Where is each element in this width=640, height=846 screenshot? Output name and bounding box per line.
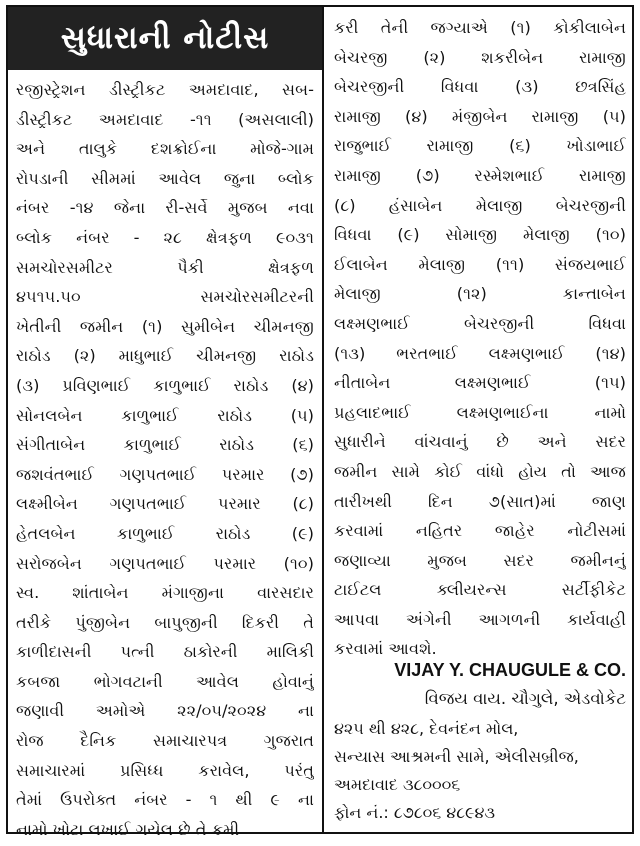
notice-text-line: રોજ દૈનિક સમાચારપત્ર ગુજરાત — [16, 731, 314, 751]
notice-text-line: તરીકે પુંજીબેન બાપુજીની દિકરી તે — [16, 612, 314, 632]
advocate-address — [334, 715, 626, 827]
notice-text-line: રાઠોડ (૨) માધુભાઈ ચીમનજી રાઠોડ — [16, 346, 314, 366]
notice-text-line: કરવામાં નહિતર જાહેર નોટીસમાં — [334, 521, 626, 541]
left-column — [16, 75, 314, 844]
notice-text-line: તારીખથી દિન ૭(સાત)માં જાણ — [334, 491, 626, 511]
notice-text-line: રામાજી (૪) મંજીબેન રામાજી (૫) — [334, 106, 626, 126]
notice-text-line: સોનલબેન કાળુભાઈ રાઠોડ (૫) — [16, 405, 314, 425]
notice-text-line: મેલાજી (૧૨) કાન્તાબેન — [334, 284, 626, 304]
address-line: ૪૨૫ થી ૪૨૮, દેવનંદન મોલ, — [334, 719, 519, 738]
notice-text-line: જણાવ્યા મુજબ સદર જમીનનું — [334, 550, 626, 570]
notice-text-line: વિધવા (૯) સોમાજી મેલાજી (૧૦) — [334, 225, 626, 245]
notice-text-line: નામો ખોટા લખાઈ ગયેલ છે તે કમી — [16, 819, 240, 839]
notice-text-line: કરવામાં આવશે. — [334, 639, 437, 659]
notice-text-line: સુધારીને વાંચવાનું છે અને સદર — [334, 432, 626, 452]
notice-text-line: નીતાબેન લક્ષ્મણભાઈ (૧૫) — [334, 373, 626, 393]
notice-title: સુધારાની નોટીસ — [8, 7, 322, 70]
notice-text-line: કરી તેની જગ્યાએ (૧) કોકીલાબેન — [334, 18, 626, 37]
notice-text-line: સમાચારમાં પ્રસિધ્ધ કરાવેલ, પરંતુ — [16, 760, 314, 780]
right-column — [334, 13, 626, 664]
notice-text-line: ટાઈટલ ક્લીયરન્સ સર્ટીફીકેટ — [334, 580, 626, 600]
notice-text-line: જશવંતભાઈ ગણપતભાઈ પરમાર (૭) — [16, 464, 314, 484]
notice-text-line: સરોજબેન ગણપતભાઈ પરમાર (૧૦) — [16, 553, 314, 573]
notice-text-line: (૧૩) ભરતભાઈ લક્ષ્મણભાઈ (૧૪) — [334, 343, 626, 363]
notice-text-line: આપવા અંગેની આગળની કાર્યવાહી — [334, 609, 626, 629]
notice-text-line: રોપડાની સીમમાં આવેલ જુના બ્લોક — [16, 168, 314, 188]
notice-text-line: કબજા ભોગવટાની આવેલ હોવાનું — [16, 671, 314, 691]
public-notice — [6, 5, 634, 839]
notice-text-line: ખેતીની જમીન (૧) સુમીબેન ચીમનજી — [16, 316, 314, 336]
notice-text-line: નંબર -૧૪ જેના રી-સર્વે મુજબ નવા — [16, 198, 314, 218]
notice-text-line: સંગીતાબેન કાળુભાઈ રાઠોડ (૬) — [16, 435, 314, 455]
notice-text-line: લક્ષ્મણભાઈ બેચરજીની વિધવા — [334, 313, 626, 333]
notice-text-line: લક્ષ્મીબેન ગણપતભાઈ પરમાર (૮) — [16, 494, 314, 514]
notice-text-line: રજીસ્ટ્રેશન ડીસ્ટ્રીકટ અમદાવાદ, સબ- — [16, 80, 314, 99]
notice-text-line: બેચરજીની વિધવા (૩) છત્રસિંહ — [334, 77, 626, 97]
notice-text-line: રામાજી (૭) રસ્મેશભાઈ રામાજી — [334, 165, 626, 185]
notice-text-line: (૩) પ્રવિણભાઈ કાળુભાઈ રાઠોડ (૪) — [16, 375, 314, 395]
notice-text-line: બ્લોક નંબર - ૨૮ ક્ષેત્રફળ ૯૦૩૧ — [16, 227, 314, 247]
notice-text-line: હેતલબેન કાળુભાઈ રાઠોડ (૯) — [16, 523, 314, 543]
notice-text-line: તેમાં ઉપરોક્ત નંબર - ૧ થી ૯ ના — [16, 790, 314, 810]
notice-text-line: ૪૫૧૫.૫૦ સમચોરસમીટરની — [16, 287, 314, 307]
notice-text-line: (૮) હંસાબેન મેલાજી બેચરજીની — [334, 195, 626, 215]
notice-text-line: પ્રહલાદભાઈ લક્ષ્મણભાઈના નામો — [334, 402, 626, 422]
notice-text-line: ડીસ્ટ્રીકટ અમદાવાદ -૧૧ (અસલાલી) — [16, 109, 314, 129]
advocate-firm-name: VIJAY Y. CHAUGULE & CO. — [394, 660, 626, 680]
notice-text-line: અને તાલુકે દશક્રોઈના મોજે-ગામ — [16, 139, 314, 159]
notice-text-line: જમીન સામે કોઈ વાંધો હોય તો આજ — [334, 461, 626, 481]
address-line: સન્યાસ આશ્રમની સામે, એલીસબ્રીજ, — [334, 747, 579, 766]
column-divider — [322, 7, 324, 832]
notice-text-line: જણાવી અમોએ ૨૨/૦૫/૨૦૨૪ ના — [16, 701, 314, 721]
notice-text-line: સ્વ. શાંતાબેન મંગાજીના વારસદાર — [16, 583, 314, 603]
phone-number: ફોન નં.: ૮૭૮૦૬ ૪૮૯૪૩ — [334, 803, 496, 822]
notice-text-line: રાજુભાઈ રામાજી (૬) ખોડાભાઈ — [334, 136, 626, 156]
notice-text-line: કાળીદાસની પત્ની ઠાકોરની માલિકી — [16, 642, 314, 662]
notice-text-line: ઈલાબેન મેલાજી (૧૧) સંજયભાઈ — [334, 254, 626, 274]
advocate-name: વિજય વાય. ચૌગુલે, એડવોકેટ — [424, 689, 626, 708]
notice-text-line: સમચોરસમીટર પૈકી ક્ષેત્રફળ — [16, 257, 314, 277]
address-line: અમદાવાદ ૩૮૦૦૦૬ — [334, 775, 461, 794]
notice-text-line: બેચરજી (૨) શકરીબેન રામાજી — [334, 47, 626, 67]
